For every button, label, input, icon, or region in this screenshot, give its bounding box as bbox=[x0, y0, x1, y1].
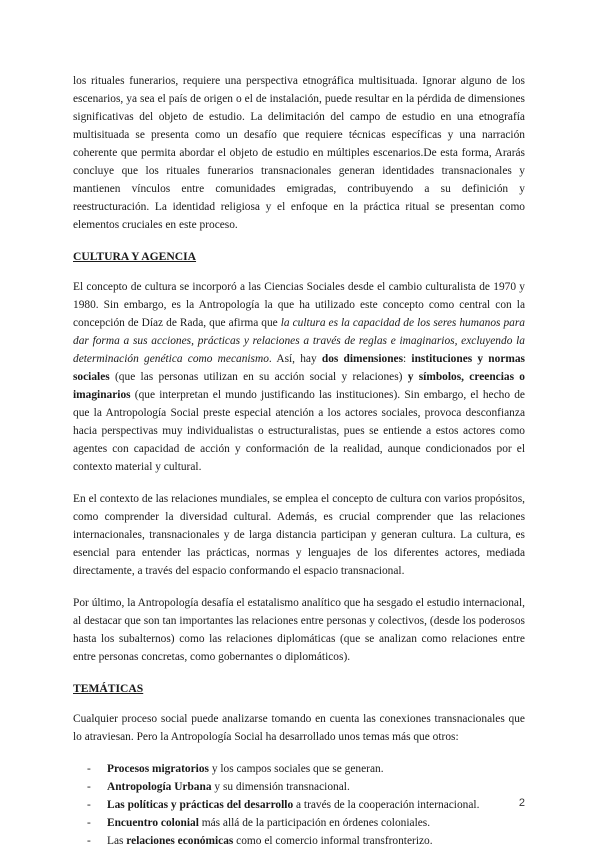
culture-definition-quote: la cultura es la capacidad de los seres humanos para dar forma a sus acciones, prácticas y relaciones a través de reglas e imaginarios, excluyendo la determinación genética como mecanismo bbox=[73, 317, 525, 365]
section-heading-tematicas: TEMÁTICAS bbox=[73, 682, 144, 695]
list-item-term: Antropología Urbana bbox=[107, 781, 212, 793]
bold-term-instituciones: instituciones y normas sociales bbox=[73, 353, 525, 383]
list-item-text: y los campos sociales que se generan. bbox=[208, 763, 384, 775]
bullet-dash: - bbox=[87, 835, 91, 847]
section-heading-cultura-agencia: CULTURA Y AGENCIA bbox=[73, 250, 197, 263]
list-item-term: relaciones económicas bbox=[126, 835, 234, 847]
paragraph-funeral-rituals: los rituales funerarios, requiere una perspectiva etnográfica multisituada. Ignorar alguno de los escenarios, ya sea el país de origen o el de instalación, puede resultar en la pérdida de dimensiones significativas del objeto de estudio. La delimitación del campo de estudio en una etnografía multisituada se presenta como un desafío que requiere técnicas específicas y una narración coherente que permita abordar el objeto de estudio en múltiples escenarios.De esta forma, Ararás concluye que los rituales funerarios transnacionales generan identidades transnacionales y mantienen vínculos entre comunidades emigradas, contribuyendo a su definición y reestructuración. La identidad religiosa y el enfoque en la práctica ritual se presentan como elementos cruciales en este proceso. bbox=[73, 75, 525, 231]
list-item-text: como el comercio informal transfronterizo. bbox=[233, 835, 433, 847]
bullet-dash: - bbox=[87, 781, 91, 793]
list-item bbox=[73, 760, 525, 778]
list-item-term: Encuentro colonial bbox=[107, 817, 199, 829]
paragraph-tematicas-intro: Cualquier proceso social puede analizarse tomando en cuenta las conexiones transnacionales que lo atraviesan. Pero la Antropología Social ha desarrollado unos temas más que otros: bbox=[73, 713, 525, 743]
text-run: : bbox=[403, 353, 412, 365]
text-run: . Así, hay bbox=[268, 353, 322, 365]
list-item-text: a través de la cooperación internacional. bbox=[293, 799, 480, 811]
list-item-text: más allá de la participación en órdenes coloniales. bbox=[198, 817, 431, 829]
list-item-text: y su dimensión transnacional. bbox=[211, 781, 350, 793]
bold-term-simbolos: y símbolos, creencias o imaginarios bbox=[73, 371, 525, 401]
text-run: (que las personas utilizan en su acción social y relaciones) bbox=[109, 371, 408, 383]
list-item bbox=[73, 778, 525, 796]
text-run: Las bbox=[107, 835, 127, 847]
list-item-term: Procesos migratorios bbox=[107, 763, 209, 775]
text-run: (que interpretan el mundo justificando las instituciones). Sin embargo, el hecho de que la Antropología Social preste especial atención a los actores sociales, provoca desconfianza hacia perspectivas muy individualistas o estructuralistas, pues se entiende a estos actores como agentes con capacidad de acción y conformación de la realidad, aunque condicionados por el contexto material y cultural. bbox=[73, 389, 525, 473]
bullet-dash: - bbox=[87, 763, 91, 775]
text-run: El concepto de cultura se incorporó a las Ciencias Sociales desde el cambio culturalista de 1970 y 1980. Sin embargo, es la Antropología la que ha utilizado este concepto como central con la concepción de Díaz de Rada, que afirma que bbox=[73, 281, 525, 329]
bullet-dash: - bbox=[87, 799, 91, 811]
page-body bbox=[73, 72, 525, 850]
list-item bbox=[73, 796, 525, 814]
list-item bbox=[73, 832, 525, 850]
list-item bbox=[73, 814, 525, 832]
list-item-term: Las políticas y prácticas del desarrollo bbox=[107, 799, 294, 811]
paragraph-estatalismo: Por último, la Antropología desafía el estatalismo analítico que ha sesgado el estudio internacional, al destacar que son tan importantes las relaciones entre personas y colectivos, (desde los poderosos hasta los subalternos) como las relaciones diplomáticas (que se analizan como relaciones entre entre personas concretas, como gobernantes o diplomáticos). bbox=[73, 597, 525, 663]
page-number: 2 bbox=[518, 797, 525, 809]
paragraph-global-relations: En el contexto de las relaciones mundiales, se emplea el concepto de cultura con varios propósitos, como comprender la diversidad cultural. Además, es crucial comprender que las relaciones internacionales, transnacionales y de larga distancia participan y generan cultura. La cultura, es esencial para entender las prácticas, normas y lenguajes de los diferentes actores, mediada directamente, a través del espacio conformando el espacio transnacional. bbox=[73, 493, 525, 577]
bullet-dash: - bbox=[87, 817, 91, 829]
paragraph-cultura-concept bbox=[73, 278, 525, 476]
topics-list bbox=[73, 760, 525, 850]
bold-term-dos-dimensiones: dos dimensiones bbox=[321, 353, 404, 365]
